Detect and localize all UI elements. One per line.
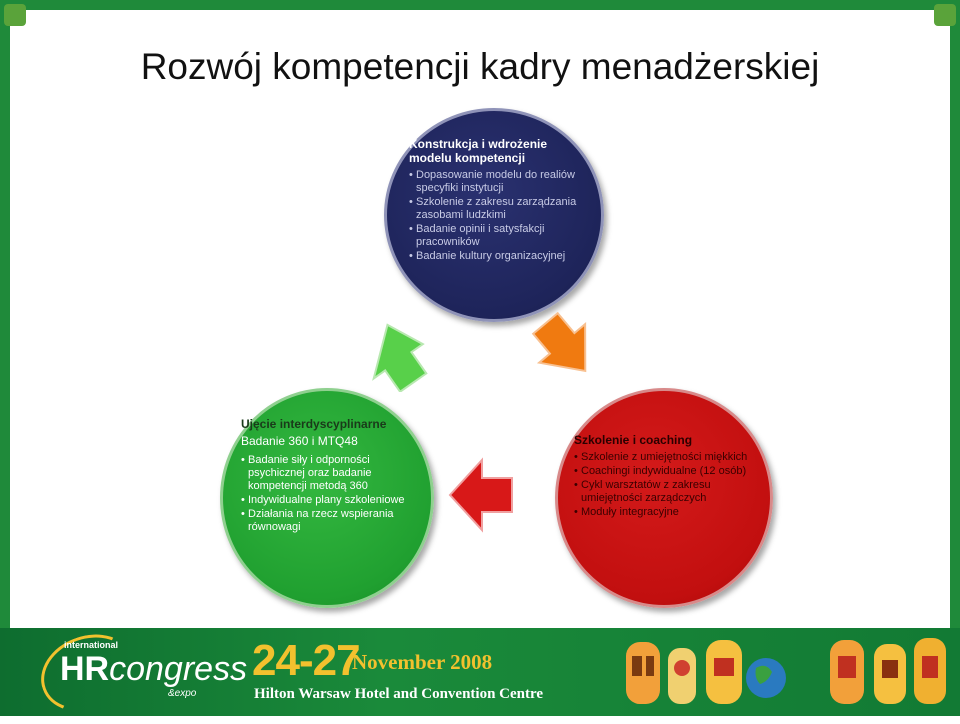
- logo-congress: congress: [109, 650, 248, 688]
- list-item: • Coachingi indywidualne (12 osób): [574, 465, 762, 478]
- list-item: • Cykl warsztatów z zakresu umiejętności zarządczych: [574, 479, 762, 505]
- head-figure-2: [668, 648, 696, 704]
- head-figure-3: [706, 640, 742, 704]
- head-figure-5: [874, 644, 906, 704]
- list-item: • Badanie kultury organizacyjnej: [409, 250, 585, 263]
- arrow-green-shape: [358, 322, 430, 392]
- list-item: • Badanie siły i odporności psychicznej oraz badanie kompetencji metodą 360: [241, 454, 421, 493]
- circle-training-coaching-text: [574, 433, 762, 520]
- event-venue: Hilton Warsaw Hotel and Convention Centre: [254, 686, 544, 702]
- arrow-orange-shape: [530, 312, 606, 384]
- event-month: November 2008: [352, 650, 493, 674]
- circle-competency-model: [384, 108, 604, 322]
- logo-intl: international: [64, 640, 119, 650]
- frame-corner-top-right: [934, 4, 956, 26]
- arrow-red-left-icon: [446, 456, 516, 534]
- arrow-green-up-icon: [358, 322, 430, 392]
- list-item: • Szkolenie z umiejętności miękkich: [574, 451, 762, 464]
- list-item: • Badanie opinii i satysfakcji pracowników: [409, 223, 585, 249]
- circle-training-coaching: [555, 388, 773, 608]
- slide-title: Rozwój kompetencji kadry menadżerskiej: [140, 46, 820, 87]
- list-item: • Działania na rzecz wspierania równowagi: [241, 508, 421, 534]
- globe-icon: [746, 658, 786, 698]
- circle-heading: Ujęcie interdyscyplinarne: [241, 417, 387, 431]
- head-figure-1: [626, 642, 660, 704]
- list-item: • Moduły integracyjne: [574, 506, 762, 519]
- head-figure-6: [914, 638, 946, 704]
- event-dates: 24-27: [252, 636, 360, 685]
- logo-expo: &expo: [168, 688, 197, 699]
- list-item: • Szkolenie z zakresu zarządzania zasobami ludzkimi: [409, 196, 585, 222]
- arrow-orange-down-icon: [530, 312, 606, 384]
- head-figure-4: [830, 640, 864, 704]
- circle-interdisciplinary-text: [241, 417, 421, 535]
- circle-interdisciplinary: [220, 388, 434, 608]
- list-item: • Indywidualne plany szkoleniowe: [241, 494, 421, 507]
- circle-competency-model-text: [409, 137, 585, 264]
- arrow-red-shape: [450, 460, 512, 530]
- circle-heading: Szkolenie i coaching: [574, 433, 693, 447]
- logo-hr: HR: [60, 650, 110, 688]
- frame-corner-top-left: [4, 4, 26, 26]
- circle-subheading: Badanie 360 i MTQ48: [241, 434, 358, 448]
- list-item: • Dopasowanie modelu do realiów specyfiki instytucji: [409, 169, 585, 195]
- logo-hrcongress: [60, 650, 247, 689]
- bullet-list: [241, 454, 421, 534]
- bullet-list: [409, 169, 585, 263]
- circle-heading: Konstrukcja i wdrożenie modelu kompetencji: [409, 137, 548, 165]
- heads-illustration-icon: [620, 634, 950, 716]
- bullet-list: [574, 451, 762, 519]
